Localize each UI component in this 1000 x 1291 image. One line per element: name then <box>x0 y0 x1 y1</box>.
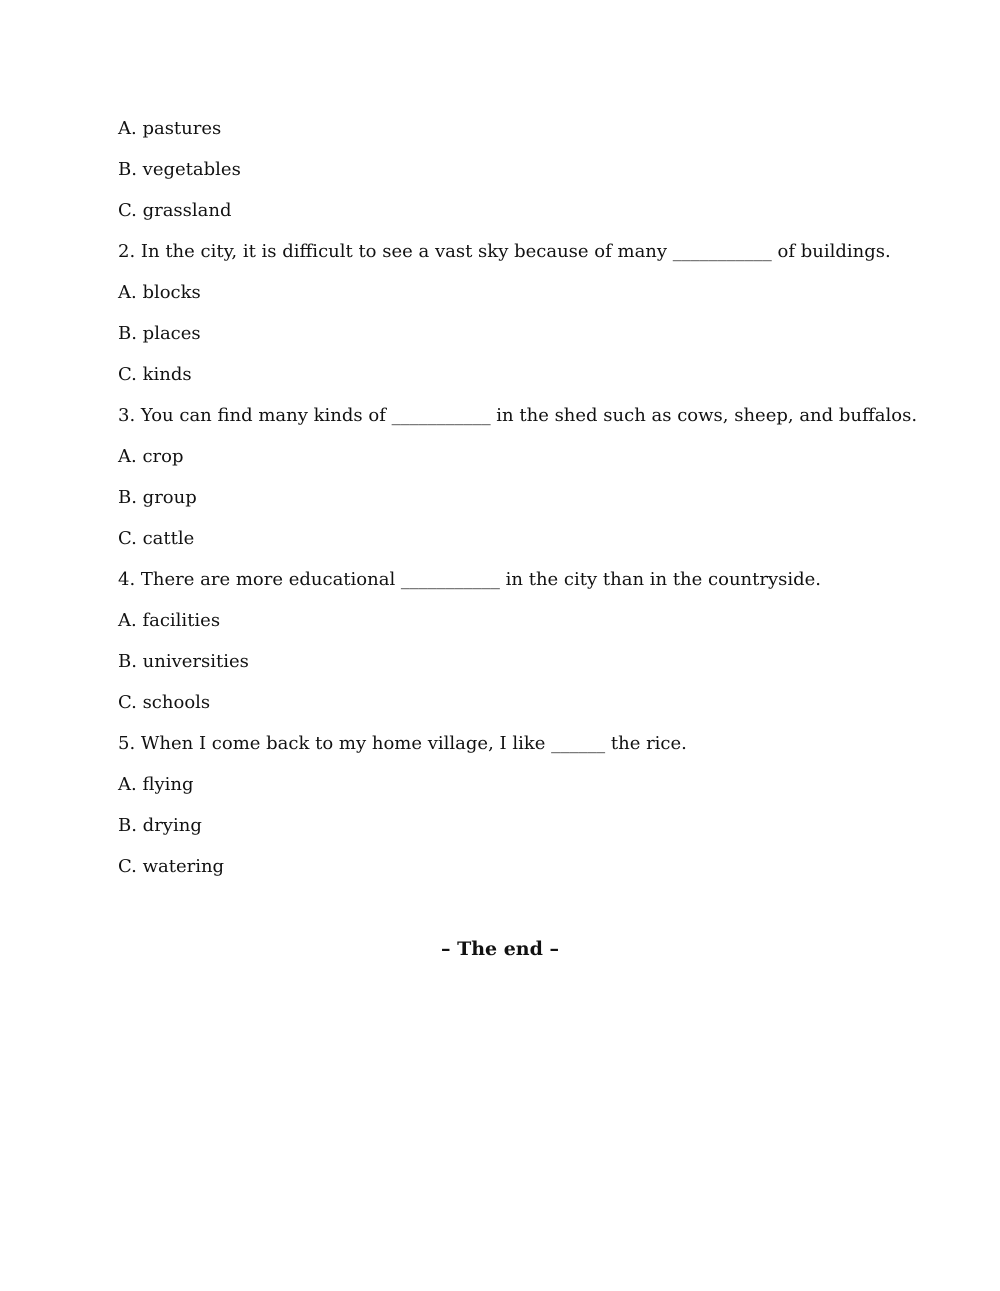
option-a-facilities: A. facilities <box>118 610 221 631</box>
option-c-grassland: C. grassland <box>118 200 232 221</box>
option-c-watering: C. watering <box>118 856 225 877</box>
option-c-cattle: C. cattle <box>118 528 195 549</box>
question-4: 4. There are more educational ___________ in the city than in the countryside. <box>118 569 822 590</box>
option-c-schools: C. schools <box>118 692 211 713</box>
option-b-universities: B. universities <box>118 651 249 672</box>
question-3: 3. You can find many kinds of ___________ in the shed such as cows, sheep, and buffalos. <box>118 405 918 426</box>
option-b-places: B. places <box>118 323 201 344</box>
the-end-footer: – The end – <box>440 938 560 960</box>
option-a-blocks: A. blocks <box>118 282 201 303</box>
option-b-group: B. group <box>118 487 197 508</box>
option-c-kinds: C. kinds <box>118 364 192 385</box>
option-a-crop: A. crop <box>118 446 184 467</box>
worksheet-content <box>118 114 918 893</box>
option-a-flying: A. flying <box>118 774 194 795</box>
question-5: 5. When I come back to my home village, I like ______ the rice. <box>118 733 687 754</box>
question-2: 2. In the city, it is difficult to see a vast sky because of many ___________ of buildings. <box>118 241 891 262</box>
option-b-drying: B. drying <box>118 815 202 836</box>
option-a-pastures: A. pastures <box>118 118 222 139</box>
option-b-vegetables: B. vegetables <box>118 159 241 180</box>
